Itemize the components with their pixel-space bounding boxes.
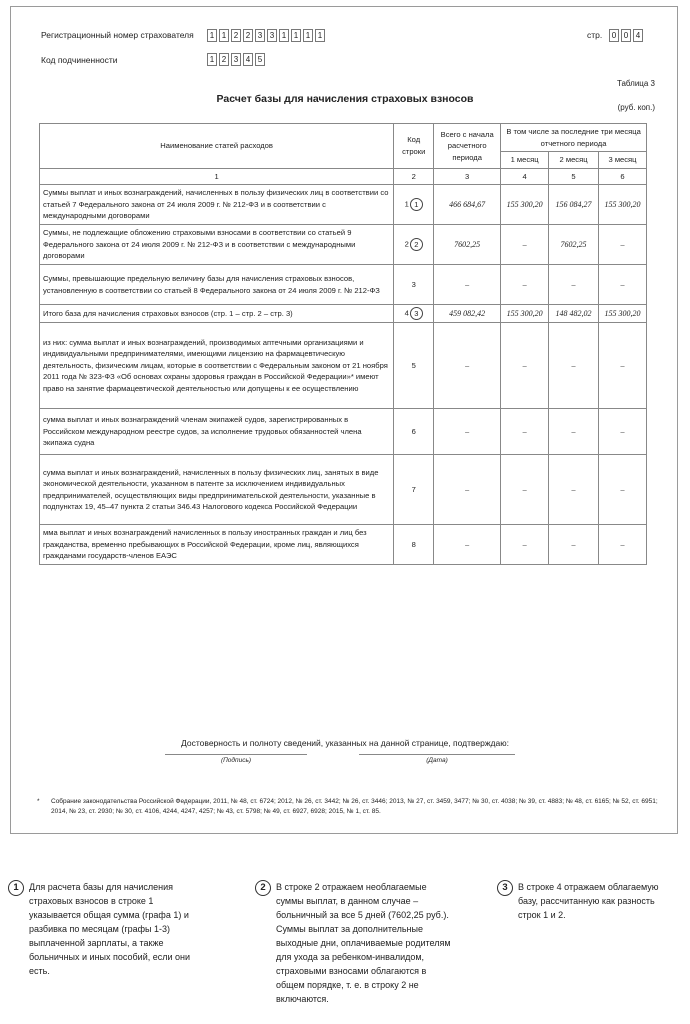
row-month-2: 156 084,27 (549, 185, 599, 225)
row-total: – (434, 323, 501, 409)
header-month-2: 2 месяц (549, 152, 599, 169)
row-code-value: 4 (404, 308, 409, 318)
row-month-1: – (501, 409, 549, 455)
row-month-1: – (501, 323, 549, 409)
callout-marker: 2 (410, 238, 423, 251)
header-months: В том числе за последние три месяца отчетного периода (501, 124, 647, 152)
column-number: 6 (599, 168, 647, 185)
digit-cell: 3 (231, 53, 241, 66)
reg-number-label: Регистрационный номер страхователя (41, 30, 194, 40)
row-name: Суммы выплат и иных вознаграждений, начисленных в пользу физических лиц в соответствии со статьей 7 Федерального закона от 24 июля 2009 г. № 212-ФЗ и в соответствии с международными договорами (40, 185, 394, 225)
row-month-2: – (549, 409, 599, 455)
row-month-2: – (549, 525, 599, 565)
row-total: – (434, 455, 501, 525)
row-code-value: 1 (404, 199, 409, 209)
row-month-1: – (501, 225, 549, 265)
note-number: 2 (255, 880, 271, 896)
table-number: Таблица 3 (616, 79, 655, 88)
column-number: 4 (501, 168, 549, 185)
column-number-row (40, 168, 647, 185)
row-code (394, 265, 434, 305)
row-code-value: 3 (411, 279, 416, 289)
row-code-value: 6 (411, 426, 416, 436)
callout-marker: 3 (410, 307, 423, 320)
footnote-text: Собрание законодательства Российской Федерации, 2011, № 48, ст. 6724; 2012, № 26, ст. 3442; № 26, ст. 3446; 2013, № 27, ст. 3459, 3477; № 30, ст. 4038; № 39, ст. 4883; № 48, ст. 6165; № 52, ст. 6951; 2014, № 23, ст. 2930; № 30, ст. 4106, 4244, 4247, 4257; № 43, ст. 5798; № 49, ст. 6927, 6928; 2015, № 1, ст. 85. (51, 798, 658, 815)
signature-caption: (Подпись) (220, 757, 252, 764)
row-name: Суммы, превышающие предельную величину базы для начисления страховых взносов, установленную в соответствии со статьей 8 Федерального закона от 24 июля 2009 г. № 212-ФЗ (40, 265, 394, 305)
row-total: 459 082,42 (434, 305, 501, 323)
row-total: – (434, 525, 501, 565)
digit-cell: 2 (231, 29, 241, 42)
table-row (40, 455, 647, 525)
note-text: В строке 2 отражаем необлагаемые суммы выплат, в данном случае – больничный за все 5 дней (7602,25 руб.). Суммы выплат за дополнительные выходные дни, оплачиваемые родителям для ухода за ребенком-инвалидом, страховыми взносами облагаются в общем порядке, т. е. в строку 2 не включаются. (276, 882, 451, 1004)
row-month-1: – (501, 525, 549, 565)
row-month-2: – (549, 265, 599, 305)
signature-line (165, 754, 307, 755)
digit-cell: 1 (291, 29, 301, 42)
row-name: Суммы, не подлежащие обложению страховыми взносами в соответствии со статьей 9 Федерального закона от 24 июля 2009 г. № 212-ФЗ и в соответствии с международными договорами (40, 225, 394, 265)
note-text: В строке 4 отражаем облагаемую базу, рассчитанную как разность строк 1 и 2. (518, 882, 659, 920)
row-month-2: – (549, 455, 599, 525)
note-number: 1 (8, 880, 24, 896)
table-header-row (40, 124, 647, 152)
row-month-1: 155 300,20 (501, 305, 549, 323)
row-month-3: – (599, 525, 647, 565)
row-month-3: – (599, 265, 647, 305)
digit-cell: 0 (621, 29, 631, 42)
row-code-value: 7 (411, 484, 416, 494)
callout-marker: 1 (410, 198, 423, 211)
row-month-2: 7602,25 (549, 225, 599, 265)
row-month-1: – (501, 265, 549, 305)
row-month-2: – (549, 323, 599, 409)
footnote-mark: * (37, 798, 40, 805)
table-row (40, 265, 647, 305)
calculation-table (39, 123, 647, 565)
row-code (394, 305, 434, 323)
row-code-value: 8 (411, 539, 416, 549)
digit-cell: 0 (609, 29, 619, 42)
table-row (40, 185, 647, 225)
table-row (40, 225, 647, 265)
column-number: 2 (394, 168, 434, 185)
row-code (394, 185, 434, 225)
units-label: (руб. коп.) (617, 103, 655, 112)
column-number: 1 (40, 168, 394, 185)
row-month-3: – (599, 409, 647, 455)
digit-cell: 1 (219, 29, 229, 42)
row-total: – (434, 409, 501, 455)
page-title: Расчет базы для начисления страховых взносов (216, 93, 474, 105)
header-name: Наименование статей расходов (40, 124, 394, 169)
table-row (40, 323, 647, 409)
row-code-value: 2 (404, 239, 409, 249)
table-row (40, 525, 647, 565)
header-total: Всего с начала расчетного периода (434, 124, 501, 169)
digit-cell: 1 (279, 29, 289, 42)
row-name: сумма выплат и иных вознаграждений членам экипажей судов, зарегистрированных в Российском международном реестре судов, за исполнение трудовых обязанностей члена экипажа судна (40, 409, 394, 455)
row-name: из них: сумма выплат и иных вознаграждений, производимых аптечными организациями и индивидуальными предпринимателями, имеющими лицензию на фармацевтическую деятельность, физическим лицам, которые в соответствии с Федеральным законом от 21 ноября 2011 года № 323-ФЗ «Об основах охраны здоровья граждан в Российской Федерации»* имеют право на занятие фармацевтической деятельностью или допущены к ее осуществлению (40, 323, 394, 409)
row-name: сумма выплат и иных вознаграждений, начисленных в пользу физических лиц, занятых в виде экономической деятельности, указанном в патенте за исключением индивидуальных предпринимателей, осуществляющих виды предпринимательской деятельности, указанные в подпунктах 19, 45–47 пункта 2 статьи 346.43 Налогового кодекса Российской Федерации (40, 455, 394, 525)
row-month-3: – (599, 323, 647, 409)
row-month-3: 155 300,20 (599, 305, 647, 323)
column-number: 3 (434, 168, 501, 185)
page-label: стр. (587, 30, 603, 40)
row-total: 466 684,67 (434, 185, 501, 225)
column-number: 5 (549, 168, 599, 185)
row-code (394, 525, 434, 565)
digit-cell: 2 (243, 29, 253, 42)
confirm-text: Достоверность и полноту сведений, указанных на данной странице, подтверждаю: (181, 738, 509, 748)
date-line (359, 754, 515, 755)
digit-cell: 3 (267, 29, 277, 42)
header-month-3: 3 месяц (599, 152, 647, 169)
digit-cell: 4 (633, 29, 643, 42)
report-form (10, 6, 678, 834)
row-total: – (434, 265, 501, 305)
table-body (40, 185, 647, 565)
digit-cell: 1 (315, 29, 325, 42)
row-code (394, 409, 434, 455)
note-text: Для расчета базы для начисления страховых взносов в строке 1 указывается общая сумма (графа 1) и разбивка по месяцам (графы 1-3) выплаченной зарплаты, а также больничных и иных пособий, если они есть. (29, 882, 191, 976)
row-month-1: 155 300,20 (501, 185, 549, 225)
sub-code-cells (207, 53, 267, 66)
row-code (394, 225, 434, 265)
digit-cell: 4 (243, 53, 253, 66)
digit-cell: 2 (219, 53, 229, 66)
row-code (394, 455, 434, 525)
note-number: 3 (497, 880, 513, 896)
row-month-3: – (599, 225, 647, 265)
table-row (40, 305, 647, 323)
digit-cell: 3 (255, 29, 265, 42)
row-total: 7602,25 (434, 225, 501, 265)
row-month-3: – (599, 455, 647, 525)
row-month-3: 155 300,20 (599, 185, 647, 225)
sub-code-label: Код подчиненности (41, 55, 118, 65)
row-name: Итого база для начисления страховых взносов (стр. 1 – стр. 2 – стр. 3) (40, 305, 394, 323)
digit-cell: 1 (303, 29, 313, 42)
page-number-cells (609, 29, 645, 42)
digit-cell: 1 (207, 53, 217, 66)
row-code-value: 5 (411, 360, 416, 370)
header-code: Код строки (394, 124, 434, 169)
digit-cell: 1 (207, 29, 217, 42)
row-name: мма выплат и иных вознаграждений начисленных в пользу иностранных граждан и лиц без гражданства, временно пребывающих в Российской Федерации, кроме лиц, являющихся гражданами государств-членов ЕАЭС (40, 525, 394, 565)
table-row (40, 409, 647, 455)
row-month-2: 148 482,02 (549, 305, 599, 323)
row-code (394, 323, 434, 409)
digit-cell: 5 (255, 53, 265, 66)
date-caption: (Дата) (426, 757, 448, 764)
row-month-1: – (501, 455, 549, 525)
header-month-1: 1 месяц (501, 152, 549, 169)
reg-number-cells (207, 29, 327, 42)
